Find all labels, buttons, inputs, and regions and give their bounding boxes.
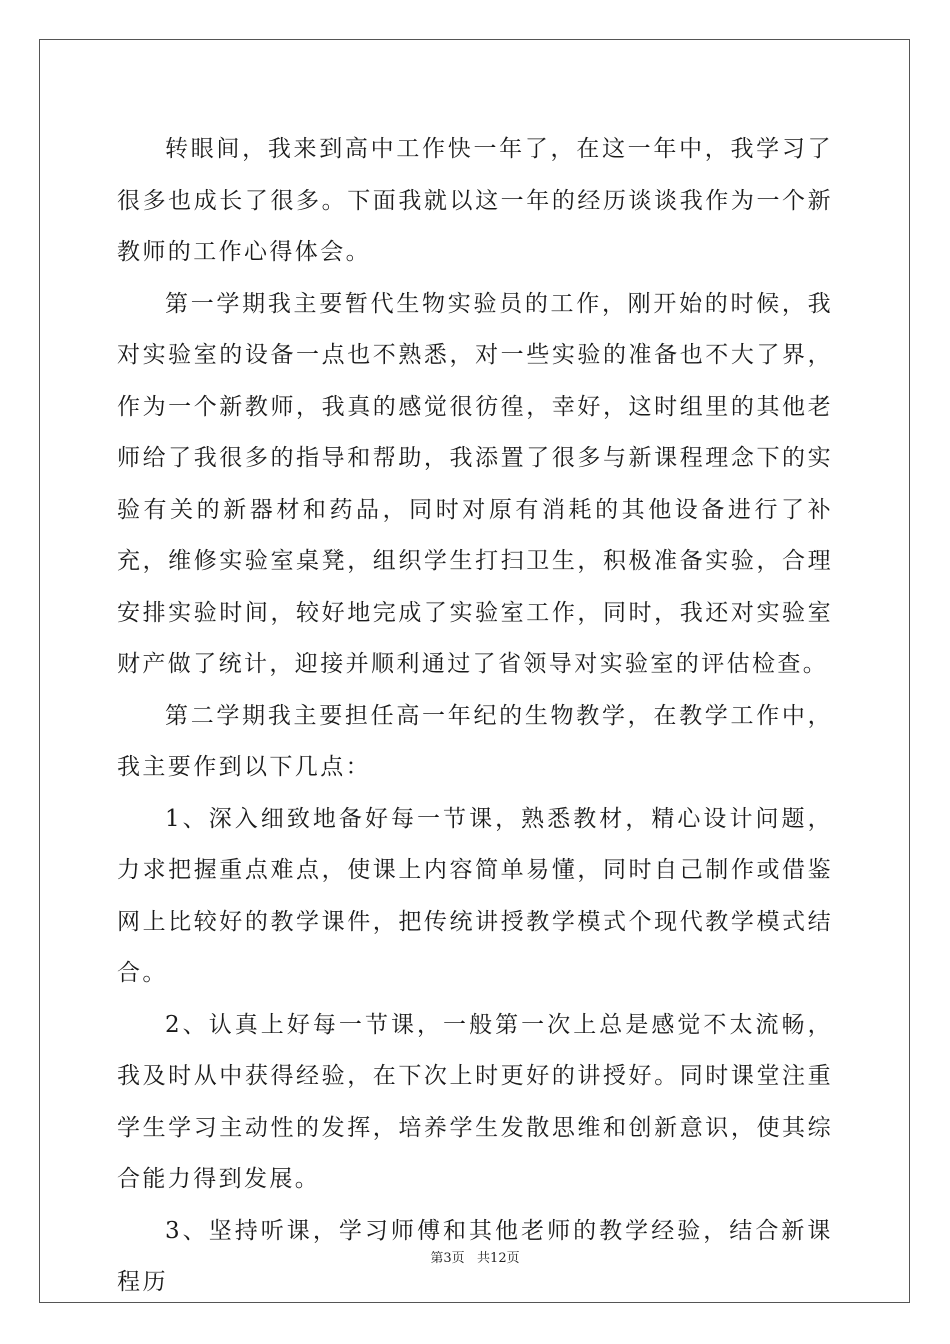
paragraph-point-2: 2、认真上好每一节课，一般第一次上总是感觉不太流畅，我及时从中获得经验，在下次上时更好的讲授好。同时课堂注重学生学习主动性的发挥，培养学生发散思维和创新意识，使其综合能力得到发展。 <box>117 1011 833 1192</box>
paragraph-intro: 转眼间，我来到高中工作快一年了，在这一年中，我学习了很多也成长了很多。下面我就以这一年的经历谈谈我作为一个新教师的工作心得体会。 <box>117 136 833 265</box>
page-number-footer: 第3页 共12页 <box>430 1251 520 1266</box>
paragraph-first-semester: 第一学期我主要暂代生物实验员的工作，刚开始的时候，我对实验室的设备一点也不熟悉，对一些实验的准备也不大了界，作为一个新教师，我真的感觉很彷徨，幸好，这时组里的其他老师给了我很多的指导和帮助，我添置了很多与新课程理念下的实验有关的新器材和药品，同时对原有消耗的其他设备进行了补充，维修实验室桌凳，组织学生打扫卫生，积极准备实验，合理安排实验时间，较好地完成了实验室工作，同时，我还对实验室财产做了统计，迎接并顺利通过了省领导对实验室的评估检查。 <box>117 290 833 677</box>
document-body <box>117 124 833 1309</box>
paragraph-second-semester: 第二学期我主要担任高一年纪的生物教学，在教学工作中，我主要作到以下几点： <box>117 702 833 780</box>
paragraph-point-3: 3、坚持听课，学习师傅和其他老师的教学经验，结合新课程历 <box>117 1217 833 1295</box>
paragraph-point-1: 1、深入细致地备好每一节课，熟悉教材，精心设计问题，力求把握重点难点，使课上内容简单易懂，同时自己制作或借鉴网上比较好的教学课件，把传统讲授教学模式个现代教学模式结合。 <box>117 805 833 986</box>
